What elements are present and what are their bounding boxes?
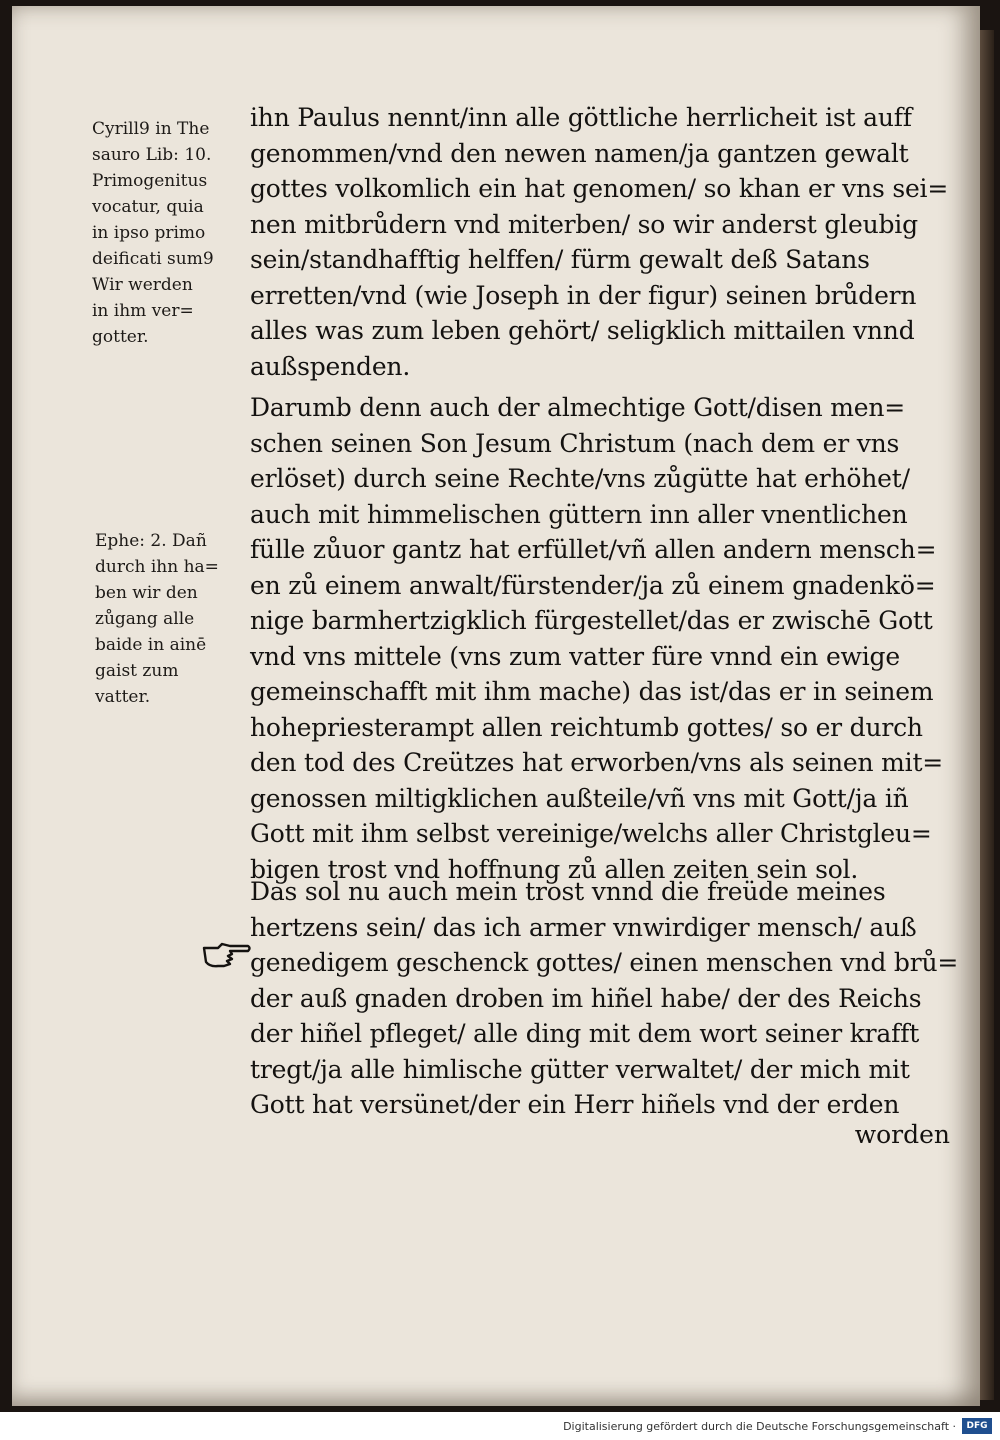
text-line: erlöset) durch seine Rechte/vns zůgütte hat erhöhet/ — [250, 464, 910, 493]
digitization-footer — [0, 1412, 1000, 1440]
text-line: erretten/vnd (wie Joseph in der figur) seinen brůdern — [250, 280, 917, 310]
pointing-hand-icon — [200, 940, 252, 974]
paragraph-1 — [250, 100, 962, 384]
text-line: sein/standhafftig helffen/ fürm gewalt deß Satans — [250, 245, 870, 274]
page-edge — [980, 30, 994, 1400]
text-line: vnd vns mittele (vns zum vatter füre vnnd ein ewige — [250, 641, 900, 671]
text-line: der auß gnaden droben im hiñel habe/ der des Reichs — [250, 983, 922, 1013]
margin-note-cyrillus: Cyrill9 in The sauro Lib: 10. Primogenitus vocatur, quia in ipso primo deificati sum9 Wir werden in ihm ver= gotter. — [92, 119, 214, 347]
text-line: genommen/vnd den newen namen/ja gantzen gewalt — [250, 138, 909, 168]
text-line: Gott hat versünet/der ein Herr hiñels vnd der erden — [250, 1090, 900, 1119]
text-line: bigen trost vnd hoffnung zů allen zeiten sein sol. — [250, 854, 859, 884]
text-line: genossen miltigklichen außteile/vñ vns mit Gott/ja iñ — [250, 783, 909, 813]
paragraph-2 — [250, 390, 962, 887]
text-line: fülle zůuor gantz hat erfüllet/vñ allen andern mensch= — [250, 535, 937, 564]
text-line: außspenden. — [250, 351, 411, 381]
text-line: genedigem geschenck gottes/ einen menschen vnd brů= — [250, 948, 959, 977]
text-line: tregt/ja alle himlische gütter verwaltet/ der mich mit — [250, 1054, 910, 1084]
text-line: der hiñel pfleget/ alle ding mit dem wort seiner krafft — [250, 1019, 920, 1048]
text-line: nen mitbrůdern vnd miterben/ so wir anderst gleubig — [250, 209, 918, 239]
text-line: en zů einem anwalt/fürstender/ja zů einem gnadenkö= — [250, 570, 936, 600]
dfg-logo: DFG — [962, 1418, 992, 1434]
text-line: ihn Paulus nennt/inn alle göttliche herrlicheit ist auff — [250, 103, 912, 132]
margin-note-ephesians: Ephe: 2. Dañ durch ihn ha= ben wir den zůgang alle baide in ainē gaist zum vatter. — [95, 531, 219, 707]
text-line: schen seinen Son Jesum Christum (nach dem er vns — [250, 428, 900, 458]
text-line: Gott mit ihm selbst vereinige/welchs aller Christgleu= — [250, 819, 932, 848]
text-line: nige barmhertzigklich fürgestellet/das er zwischē Gott — [250, 606, 933, 635]
paragraph-3 — [250, 874, 962, 1123]
funding-credit: Digitalisierung gefördert durch die Deutsche Forschungsgemeinschaft · — [563, 1420, 956, 1433]
text-line: Das sol nu auch mein trost vnnd die freüde meines — [250, 877, 886, 906]
text-line: auch mit himmelischen güttern inn aller vnentlichen — [250, 499, 908, 529]
text-line: hohepriesterampt allen reichtumb gottes/ so er durch — [250, 712, 923, 742]
text-line: gemeinschafft mit ihm mache) das ist/das er in seinem — [250, 677, 934, 706]
text-line: den tod des Creützes hat erworben/vns als seinen mit= — [250, 748, 944, 777]
text-line: gottes volkomlich ein hat genomen/ so khan er vns sei= — [250, 174, 949, 203]
catchword: worden — [854, 1120, 950, 1149]
text-line: hertzens sein/ das ich armer vnwirdiger mensch/ auß — [250, 912, 917, 942]
text-line: alles was zum leben gehört/ seligklich mittailen vnnd — [250, 316, 915, 345]
text-line: Darumb denn auch der almechtige Gott/disen men= — [250, 393, 906, 422]
